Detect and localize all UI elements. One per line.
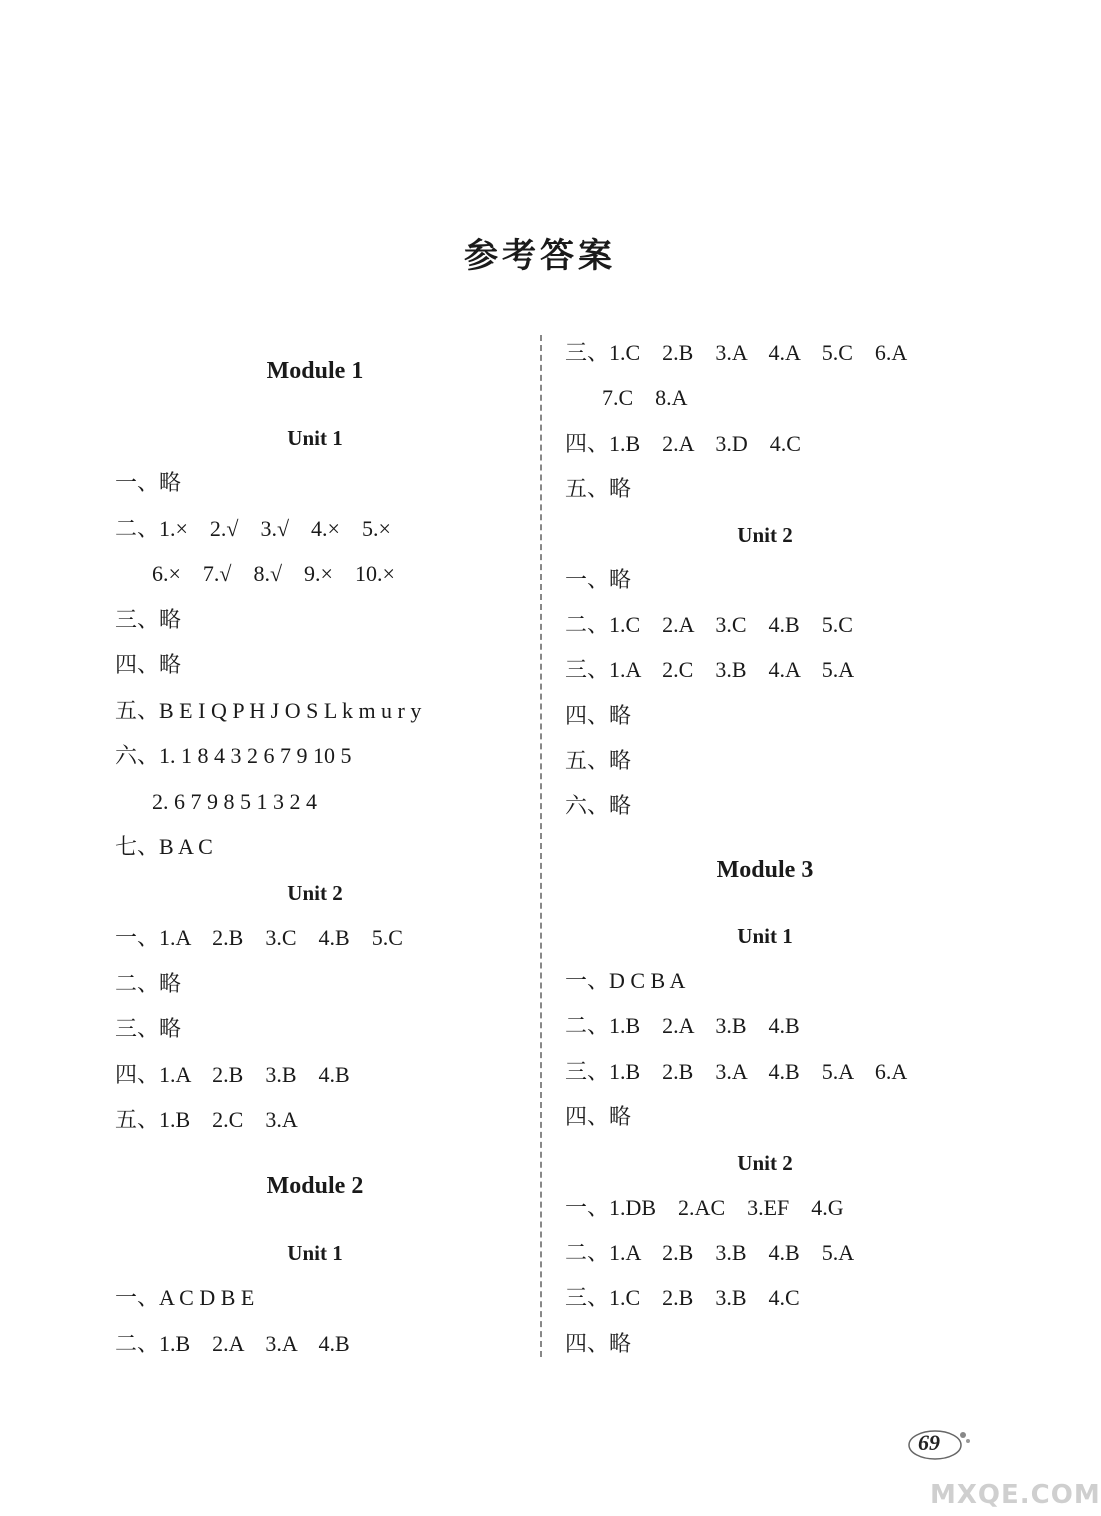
module-heading: Module 2	[266, 1173, 364, 1199]
answer-line: 一、略	[565, 567, 632, 592]
answer-line: 五、1.B 2.C 3.A	[115, 1107, 298, 1132]
answer-line: 四、略	[115, 652, 182, 677]
answer-line: 三、略	[115, 607, 182, 632]
answer-line: 六、略	[565, 793, 632, 818]
answer-line: 四、略	[565, 1104, 632, 1129]
answer-line: 7.C 8.A	[602, 385, 688, 410]
answer-line: 二、1.× 2.√ 3.√ 4.× 5.×	[115, 516, 391, 541]
answer-line: 六、1. 1 8 4 3 2 6 7 9 10 5	[115, 743, 352, 768]
answer-line: 三、略	[115, 1016, 182, 1041]
unit-heading: Unit 1	[737, 924, 793, 948]
module-heading: Module 1	[266, 358, 364, 384]
page-title: 参考答案	[464, 236, 616, 276]
answer-line: 三、1.C 2.B 3.B 4.C	[565, 1285, 800, 1310]
answer-line: 四、略	[565, 1331, 632, 1356]
answer-line: 一、略	[115, 470, 182, 495]
answer-line: 四、略	[565, 703, 632, 728]
answer-line: 二、1.A 2.B 3.B 4.B 5.A	[565, 1240, 855, 1265]
answer-line: 二、略	[115, 971, 182, 996]
unit-heading: Unit 1	[287, 426, 343, 450]
answer-line: 五、略	[565, 748, 632, 773]
unit-heading: Unit 1	[287, 1241, 343, 1265]
unit-heading: Unit 2	[287, 881, 343, 905]
unit-heading: Unit 2	[737, 1151, 793, 1175]
answer-line: 四、1.A 2.B 3.B 4.B	[115, 1062, 350, 1087]
module-heading: Module 3	[716, 857, 814, 883]
page-number: 69	[918, 1430, 940, 1455]
answer-line: 2. 6 7 9 8 5 1 3 2 4	[152, 789, 317, 814]
answer-line: 一、1.A 2.B 3.C 4.B 5.C	[115, 925, 403, 950]
unit-heading: Unit 2	[737, 523, 793, 547]
answer-line: 二、1.C 2.A 3.C 4.B 5.C	[565, 612, 853, 637]
answer-line: 6.× 7.√ 8.√ 9.× 10.×	[152, 561, 395, 586]
answer-line: 二、1.B 2.A 3.B 4.B	[565, 1013, 800, 1038]
answer-line: 一、D C B A	[565, 968, 686, 993]
watermark: MXQE.COM	[930, 1480, 1101, 1510]
answer-line: 五、略	[565, 476, 632, 501]
answer-line: 一、1.DB 2.AC 3.EF 4.G	[565, 1195, 844, 1220]
column-divider	[540, 335, 542, 1357]
answer-line: 四、1.B 2.A 3.D 4.C	[565, 431, 801, 456]
answer-line: 三、1.A 2.C 3.B 4.A 5.A	[565, 657, 855, 682]
answer-line: 三、1.B 2.B 3.A 4.B 5.A 6.A	[565, 1059, 908, 1084]
answer-line: 二、1.B 2.A 3.A 4.B	[115, 1331, 350, 1356]
page-badge-icon	[905, 1425, 975, 1465]
answer-line: 五、B E I Q P H J O S L k m u r y	[115, 698, 422, 723]
answer-line: 七、B A C	[115, 834, 213, 859]
answer-line: 一、A C D B E	[115, 1285, 255, 1310]
answer-line: 三、1.C 2.B 3.A 4.A 5.C 6.A	[565, 340, 908, 365]
